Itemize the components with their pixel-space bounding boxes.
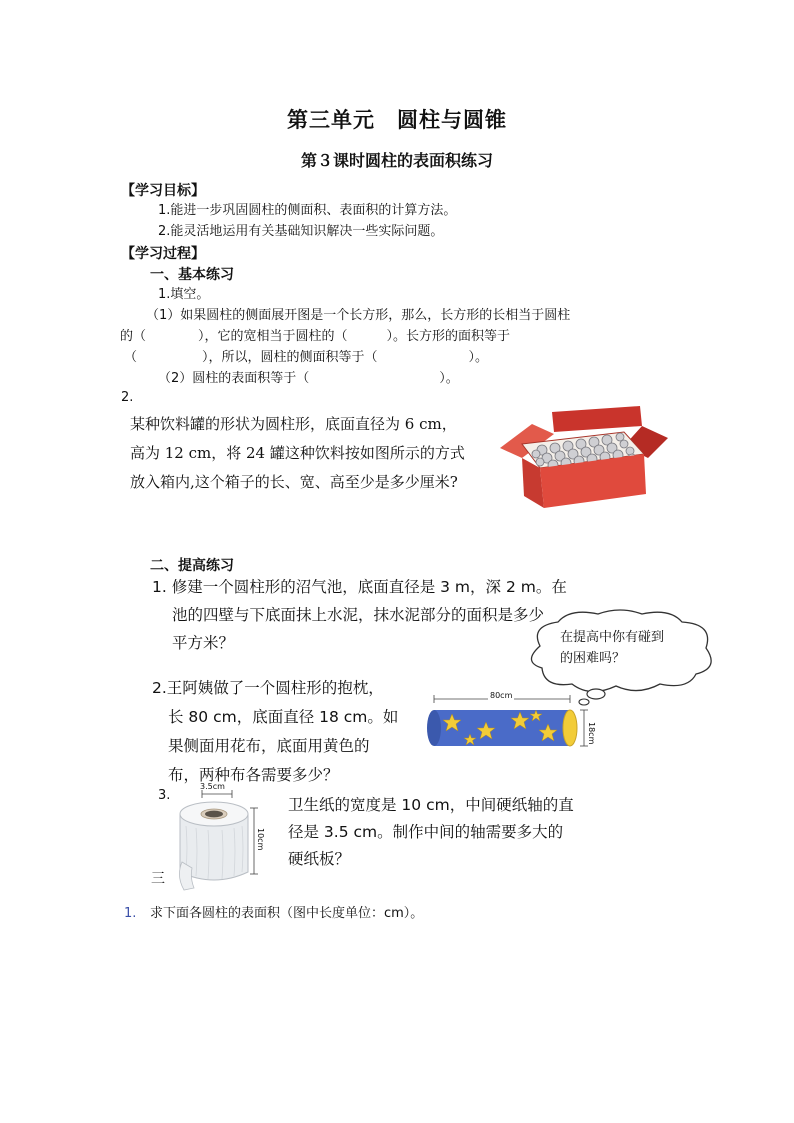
p1-line-3: 平方米？ bbox=[172, 634, 235, 652]
page-title: 第三单元 圆柱与圆锥 bbox=[287, 107, 507, 132]
q2-label: 2. bbox=[121, 390, 134, 405]
section3-number: 1. bbox=[124, 906, 137, 921]
goal-item-2: 2.能灵活地运用有关基础知识解决一些实际问题。 bbox=[158, 224, 444, 239]
p3-line-1: 卫生纸的宽度是 10 cm，中间硬纸轴的直 bbox=[288, 796, 574, 814]
q2-line-3: 放入箱内,这个箱子的长、宽、高至少是多少厘米? bbox=[130, 473, 458, 491]
goals-heading: 【学习目标】 bbox=[121, 183, 205, 199]
p2-line-1: 2.王阿姨做了一个圆柱形的抱枕， bbox=[152, 679, 384, 697]
section3-text: 求下面各圆柱的表面积（图中长度单位：cm）。 bbox=[150, 906, 424, 921]
p3-label: 3. bbox=[158, 788, 171, 803]
advanced-problem-1 bbox=[152, 573, 567, 657]
q2-line-1: 某种饮料罐的形状为圆柱形，底面直径为 6 cm， bbox=[130, 415, 457, 433]
q1-line-1: （1）如果圆柱的侧面展开图是一个长方形，那么，长方形的长相当于圆柱 bbox=[146, 308, 571, 323]
q2-problem bbox=[130, 410, 465, 497]
q1-line-3: （ ），所以，圆柱的侧面积等于（ ）。 bbox=[124, 350, 489, 365]
pillow-diameter-label: 18cm bbox=[587, 722, 596, 745]
drink-box-illustration bbox=[492, 404, 672, 510]
lesson-subtitle: 第３课时圆柱的表面积练习 bbox=[300, 151, 493, 170]
advanced-problem-3 bbox=[288, 792, 574, 873]
basic-heading: 一、基本练习 bbox=[150, 267, 234, 283]
advanced-problem-2 bbox=[152, 674, 398, 790]
bubble-line-2: 的困难吗？ bbox=[560, 651, 626, 666]
p3-line-2: 径是 3.5 cm。制作中间的轴需要多大的 bbox=[288, 823, 564, 841]
q1-line-4: （2）圆柱的表面积等于（ ）。 bbox=[158, 371, 459, 386]
q1-line-2: 的（ ），它的宽相当于圆柱的（ ）。长方形的面积等于 bbox=[120, 329, 511, 344]
bubble-line-1: 在提高中你有碰到 bbox=[560, 630, 665, 645]
pillow-length-label: 80cm bbox=[490, 691, 513, 700]
process-heading: 【学习过程】 bbox=[121, 246, 205, 262]
p2-line-3: 果侧面用花布，底面用黄色的 bbox=[168, 737, 370, 755]
p1-line-2: 池的四壁与下底面抹上水泥，抹水泥部分的面积是多少 bbox=[172, 606, 545, 624]
p3-line-3: 硬纸板？ bbox=[288, 850, 351, 868]
p2-line-2: 长 80 cm，底面直径 18 cm。如 bbox=[168, 708, 399, 726]
pillow-illustration bbox=[424, 690, 602, 760]
toilet-roll-illustration bbox=[172, 782, 272, 892]
q2-line-2: 高为 12 cm，将 24 罐这种饮料按如图所示的方式 bbox=[130, 444, 465, 462]
section-three-char: 三 bbox=[151, 871, 165, 887]
roll-width-label: 3.5cm bbox=[200, 782, 225, 791]
goal-item-1: 1.能进一步巩固圆柱的侧面积、表面积的计算方法。 bbox=[158, 203, 457, 218]
q1-label: 1.填空。 bbox=[158, 287, 210, 302]
p2-line-4: 布，两种布各需要多少？ bbox=[168, 766, 339, 784]
roll-height-label: 10cm bbox=[256, 828, 265, 851]
p1-line-1: 1. 修建一个圆柱形的沼气池，底面直径是 3 m，深 2 m。在 bbox=[152, 578, 567, 596]
advanced-heading: 二、提高练习 bbox=[150, 558, 234, 574]
